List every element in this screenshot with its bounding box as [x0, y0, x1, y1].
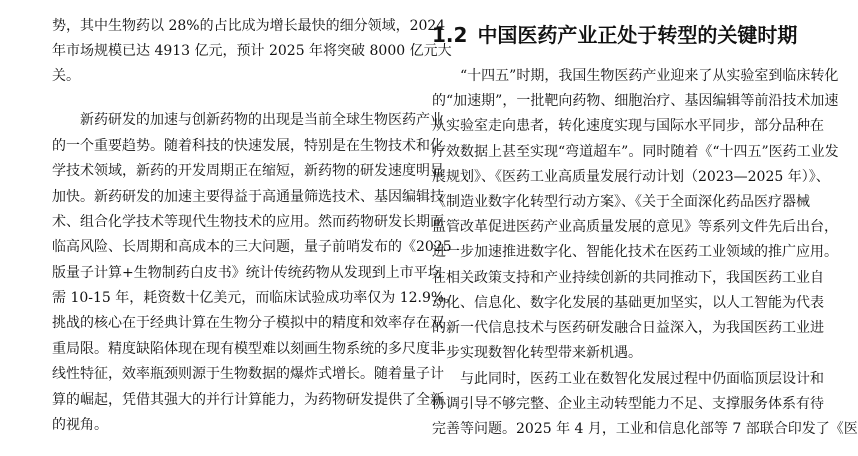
text-line: 在相关政策支持和产业持续创新的共同推动下，我国医药工业自: [432, 270, 824, 286]
text-line: 动化、信息化、数字化发展的基础更加坚实，以人工智能为代表: [432, 295, 824, 311]
text-line: 算的崛起，凭借其强大的并行计算能力，为药物研发提供了全新: [52, 392, 444, 408]
text-line: 版量子计算+生物制药白皮书》统计传统药物从发现到上市平均: [52, 265, 442, 281]
section-heading: [432, 20, 797, 50]
text-line: 新药研发的加速与创新药物的出现是当前全球生物医药产业: [80, 112, 444, 128]
text-line: 的视角。: [52, 417, 108, 433]
text-line: 关。: [52, 68, 80, 84]
text-line: 进一步加速推进数字化、智能化技术在医药工业领域的推广应用。: [432, 244, 838, 260]
text-line: 的“加速期”，一批靶向药物、细胞治疗、基因编辑等前沿技术加速: [432, 93, 839, 109]
text-line: 的一个重要趋势。随着科技的快速发展，特别是在生物技术和化: [52, 138, 444, 154]
text-line: 与此同时，医药工业在数智化发展过程中仍面临顶层设计和: [460, 371, 824, 387]
text-line: 需 10-15 年，耗资数十亿美元，而临床试验成功率仅为 12.9%。: [52, 290, 459, 306]
text-line: 《制造业数字化转型行动方案》、《关于全面深化药品医疗器械: [432, 194, 810, 210]
text-line: 从实验室走向患者，转化速度实现与国际水平同步，部分品种在: [432, 118, 824, 134]
text-line: 展规划》、《医药工业高质量发展行动计划（2023—2025 年）》、: [432, 169, 830, 185]
text-line: 一步实现数智化转型带来新机遇。: [432, 345, 642, 361]
text-line: 势，其中生物药以 28%的占比成为增长最快的细分领域，2024: [52, 18, 446, 34]
text-line: 年市场规模已达 4913 亿元，预计 2025 年将突破 8000 亿元大: [52, 43, 452, 59]
text-line: 线性特征，效率瓶颈则源于生物数据的爆炸式增长。随着量子计: [52, 366, 444, 382]
text-line: 疗效数据上甚至实现“弯道超车”。同时随着《“十四五”医药工业发: [432, 144, 839, 160]
text-line: “十四五”时期，我国生物医药产业迎来了从实验室到临床转化: [460, 68, 839, 84]
text-line: 加快。新药研发的加速主要得益于高通量筛选技术、基因编辑技: [52, 189, 444, 205]
text-line: 的新一代信息技术与医药研发融合日益深入，为我国医药工业进: [432, 320, 824, 336]
text-line: 监管改革促进医药产业高质量发展的意见》等系列文件先后出台，: [432, 219, 838, 235]
section-number: 1.2: [432, 23, 468, 47]
text-line: 完善等问题。2025 年 4 月，工业和信息化部等 7 部联合印发了《医: [432, 421, 858, 437]
text-line: 重局限。精度缺陷体现在现有模型难以刻画生物系统的多尺度非: [52, 341, 444, 357]
text-line: 学技术领域，新药的开发周期正在缩短，新药物的研发速度明显: [52, 163, 444, 179]
text-line: 术、组合化学技术等现代生物技术的应用。然而药物研发长期面: [52, 214, 444, 230]
text-line: 临高风险、长周期和高成本的三大问题，量子前哨发布的《2025: [52, 239, 452, 255]
text-line: 协调引导不够完整、企业主动转型能力不足、支撑服务体系有待: [432, 396, 824, 412]
section-title: 中国医药产业正处于转型的关键时期: [477, 23, 798, 47]
text-line: 挑战的核心在于经典计算在生物分子模拟中的精度和效率存在双: [52, 315, 444, 331]
